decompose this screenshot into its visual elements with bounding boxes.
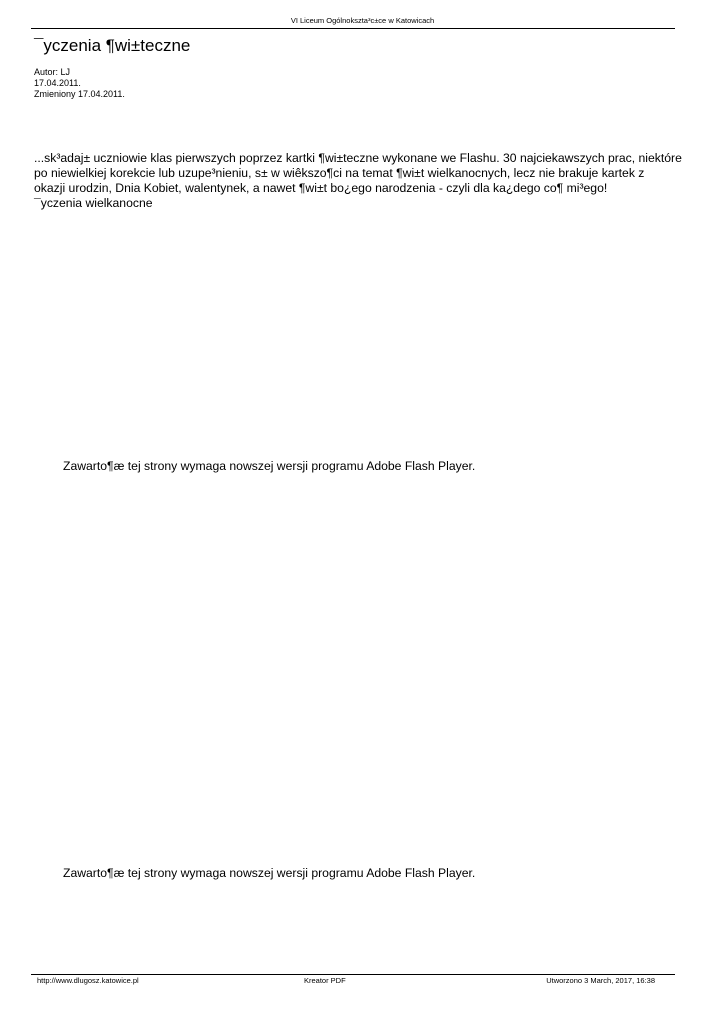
footer-generator: Kreator PDF (304, 976, 346, 985)
article-title: ¯yczenia ¶wi±teczne (34, 36, 191, 55)
article-body-line: okazji urodzin, Dnia Kobiet, walentynek, a nawet ¶wi±t bo¿ego narodzenia - czyli dla ka¿dego co¶ mi³ego! (34, 181, 608, 195)
article-modified-date: Zmieniony 17.04.2011. (34, 89, 125, 99)
article-author: Autor: LJ (34, 67, 71, 77)
flash-player-notice: Zawarto¶æ tej strony wymaga nowszej wersji programu Adobe Flash Player. (63, 459, 476, 473)
article-body-line: po niewielkiej korekcie lub uzupe³nieniu, s± w wiêkszo¶ci na temat ¶wi±t wielkanocnych, lecz nie brakuje kartek z (34, 166, 645, 180)
header-divider (31, 28, 675, 29)
article-date: 17.04.2011. (34, 78, 81, 88)
footer-created-date: Utworzono 3 March, 2017, 16:38 (546, 976, 655, 985)
footer-url-link[interactable]: http://www.dlugosz.katowice.pl (37, 976, 139, 985)
article-body-line: ...sk³adaj± uczniowie klas pierwszych poprzez kartki ¶wi±teczne wykonane we Flashu. 30 najciekawszych prac, niektóre (34, 151, 682, 165)
flash-player-notice: Zawarto¶æ tej strony wymaga nowszej wersji programu Adobe Flash Player. (63, 866, 476, 880)
article-subheading: ¯yczenia wielkanocne (34, 196, 153, 210)
footer-divider (31, 974, 675, 975)
page-header-title: VI Liceum Ogólnokszta³c±ce w Katowicach (290, 16, 435, 25)
article-body (34, 151, 682, 211)
